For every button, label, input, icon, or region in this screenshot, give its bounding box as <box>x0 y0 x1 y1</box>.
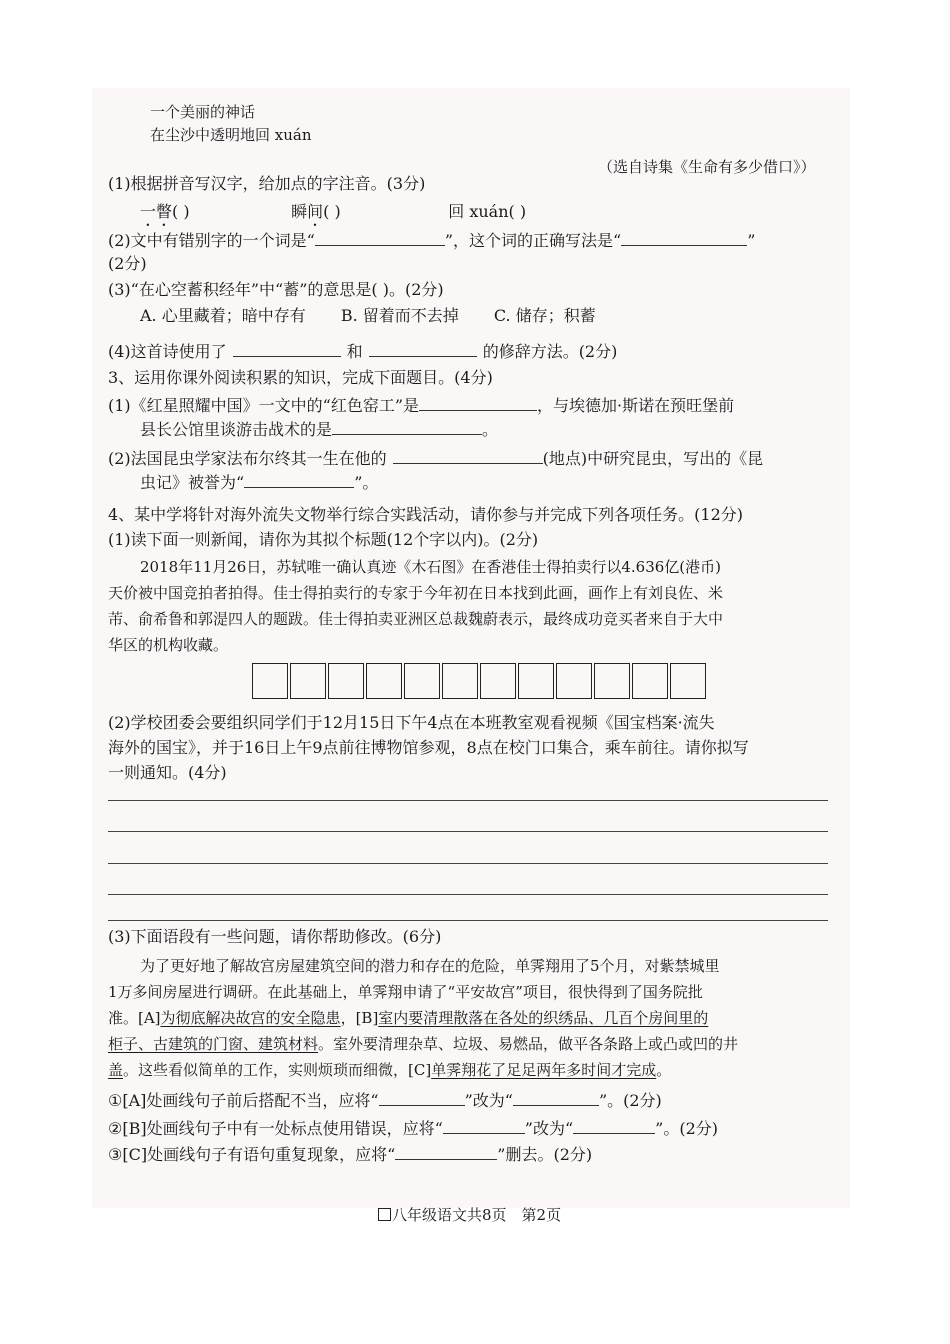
answer-box[interactable] <box>518 663 554 699</box>
page-footer <box>378 1204 561 1225</box>
word-huixuan: 回 xuán <box>448 202 509 221</box>
answer-blank[interactable] <box>233 340 341 357</box>
news-line-4: 华区的机构收藏。 <box>108 636 229 654</box>
answer-blank[interactable] <box>573 1117 655 1134</box>
underline-b-cont: 柜子、古建筑的门窗、建筑材料 <box>108 1035 319 1053</box>
answer-box[interactable] <box>594 663 630 699</box>
answer-box[interactable] <box>442 663 478 699</box>
para-line-4: 柜子、古建筑的门窗、建筑材料。室外要清理杂草、垃圾、易燃品，做平各条路上或凸或凹的井 <box>108 1035 739 1053</box>
q2-2-score: (2分) <box>108 254 147 273</box>
news-line-3: 芾、俞希鲁和郭湜四人的题跋。佳士得拍卖亚洲区总裁魏蔚表示，最终成功竞买者来自于大中 <box>108 610 724 628</box>
para-line-5: 盖。这些看似简单的工作，实则烦琐而细微，[C]单霁翔花了足足两年多时间才完成。 <box>108 1061 672 1079</box>
q4-2-line2: 海外的国宝》，并于16日上午9点前往博物馆参观，8点在校门口集合，乘车前往。请你拟写 <box>108 738 749 757</box>
para-line-2: 1万多间房屋进行调研。在此基础上，单霁翔申请了“平安故宫”项目，很快得到了国务院批 <box>108 983 703 1001</box>
word-shunjian: 瞬间 <box>291 202 324 221</box>
q4-2-line1: (2)学校团委会要组织同学们于12月15日下午4点在本班教室观看视频《国宝档案·流失 <box>108 713 715 732</box>
answer-blank[interactable] <box>513 1089 599 1106</box>
q3-1-line1: (1)《红星照耀中国》一文中的“红色窑工”是 ，与埃德加·斯诺在预旺堡前 <box>108 396 735 415</box>
q4-title: 4、某中学将针对海外流失文物举行综合实践活动，请你参与并完成下列各项任务。(12分) <box>108 505 744 524</box>
writing-line[interactable] <box>108 863 828 864</box>
q2-3-options <box>140 305 596 327</box>
q2-1-items: 一瞥( ) 瞬间( ) 回 xuán( ) <box>140 202 527 221</box>
answer-box[interactable] <box>290 663 326 699</box>
answer-blank[interactable] <box>395 1143 497 1160</box>
option-c: C. 储存；积蓄 <box>493 306 596 325</box>
answer-box[interactable] <box>632 663 668 699</box>
footer-text: 八年级语文共8页 第2页 <box>392 1206 562 1224</box>
answer-box[interactable] <box>252 663 288 699</box>
q2-3-prompt: (3)“在心空蓄积经年”中“蓄”的意思是( )。(2分) <box>108 280 444 299</box>
answer-box[interactable] <box>670 663 706 699</box>
writing-line[interactable] <box>108 800 828 801</box>
q3-1-line2: 县长公馆里谈游击战术的是 。 <box>140 420 499 439</box>
checkbox-square-icon <box>378 1208 391 1221</box>
para-line-3: 准。[A]为彻底解决故宫的安全隐患，[B]室内要清理散落在各处的织绣品、几百个房间里的 <box>108 1009 709 1027</box>
answer-blank[interactable] <box>419 394 537 411</box>
underline-a: 为彻底解决故宫的安全隐患 <box>160 1009 341 1027</box>
q4-1-prompt: (1)读下面一则新闻，请你为其拟个标题(12个字以内)。(2分) <box>108 530 539 549</box>
sub-question-1: ①[A]处画线句子前后搭配不当，应将“ ”改为“ ”。(2分) <box>108 1091 662 1110</box>
writing-line[interactable] <box>108 894 828 895</box>
underline-b: 室内要清理散落在各处的织绣品、几百个房间里的 <box>378 1009 709 1027</box>
q3-title: 3、运用你课外阅读积累的知识，完成下面题目。(4分) <box>108 368 493 387</box>
q2-4-prompt: (4)这首诗使用了 和 的修辞方法。(2分) <box>108 342 618 361</box>
underline-b-end: 盖 <box>108 1061 124 1079</box>
answer-blank[interactable] <box>332 418 482 435</box>
answer-box[interactable] <box>404 663 440 699</box>
q4-3-prompt: (3)下面语段有一些问题，请你帮助修改。(6分) <box>108 927 442 946</box>
answer-box[interactable] <box>328 663 364 699</box>
q3-2-line1: (2)法国昆虫学家法布尔终其一生在他的 (地点)中研究昆虫，写出的《昆 <box>108 449 764 468</box>
q3-2-line2: 虫记》被誉为“ ”。 <box>140 473 379 492</box>
title-answer-grid <box>252 663 708 699</box>
poem-line-1: 一个美丽的神话 <box>150 103 256 121</box>
news-line-1: 2018年11月26日，苏轼唯一确认真迹《木石图》在香港佳士得拍卖行以4.636亿(港币) <box>140 558 721 576</box>
news-line-2: 天价被中国竞拍者拍得。佳士得拍卖行的专家于今年初在日本找到此画，画作上有刘良佐、米 <box>108 584 724 602</box>
poem-line-2: 在尘沙中透明地回 xuán <box>150 126 312 144</box>
underline-c: 单霁翔花了足足两年多时间才完成 <box>431 1061 657 1079</box>
answer-box[interactable] <box>366 663 402 699</box>
q4-2-line3: 一则通知。(4分) <box>108 763 227 782</box>
sub-question-2: ②[B]处画线句子中有一处标点使用错误，应将“ ”改为“ ”。(2分) <box>108 1119 719 1138</box>
answer-blank[interactable] <box>443 1117 525 1134</box>
answer-blank[interactable] <box>621 229 747 246</box>
answer-blank[interactable] <box>315 229 445 246</box>
word-yipie: 一瞥 <box>140 202 173 221</box>
writing-line[interactable] <box>108 920 828 921</box>
option-a: A. 心里藏着；暗中存有 <box>140 306 306 325</box>
option-b: B. 留着而不去掉 <box>340 306 459 325</box>
q2-1-prompt: (1)根据拼音写汉字，给加点的字注音。(3分) <box>108 174 426 193</box>
poem-source: （选自诗集《生命有多少借口》） <box>598 158 816 176</box>
q2-2-prompt: (2)文中有错别字的一个词是“ ”，这个词的正确写法是“ ” <box>108 231 756 250</box>
answer-blank[interactable] <box>393 447 543 464</box>
answer-blank[interactable] <box>379 1089 465 1106</box>
writing-line[interactable] <box>108 831 828 832</box>
para-line-1: 为了更好地了解故宫房屋建筑空间的潜力和存在的危险，单霁翔用了5个月，对紫禁城里 <box>140 957 720 975</box>
answer-blank[interactable] <box>244 471 354 488</box>
answer-box[interactable] <box>480 663 516 699</box>
sub-question-3: ③[C]处画线句子有语句重复现象，应将“ ”删去。(2分) <box>108 1145 593 1164</box>
answer-box[interactable] <box>556 663 592 699</box>
answer-blank[interactable] <box>369 340 477 357</box>
